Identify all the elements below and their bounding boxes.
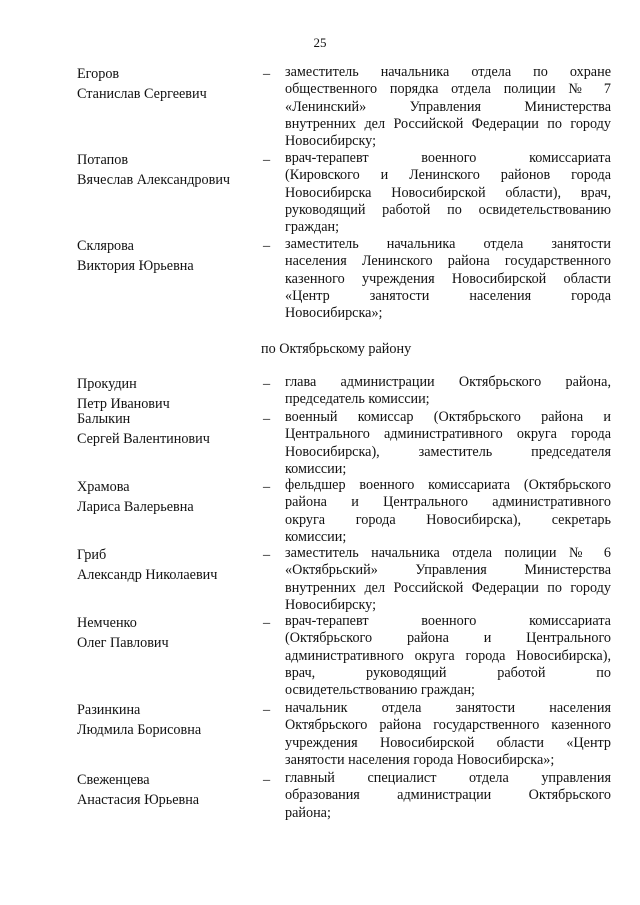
position-line: освидетельствованию граждан; [285,682,475,699]
position-line: врач-терапевт военного комиссариата [285,613,611,629]
member-position [285,477,611,546]
position-line: глава администрации Октябрьского района, [285,374,611,390]
member-name [77,545,257,585]
member-position [285,236,611,322]
member-position [285,374,611,409]
position-line: (Кировского и Ленинского районов города [285,167,611,184]
member-name [77,770,257,810]
member-name [77,236,257,276]
position-line: внутренних дел Российской Федерации по городу [285,579,611,596]
member-position [285,150,611,236]
position-line: комиссии; [285,528,347,545]
entry-dash: – [263,376,271,392]
position-line: Новосибирска»; [285,305,383,322]
position-line: административного округа города Новосибирска), [285,647,611,664]
position-line: врач, руководящий работой по [285,664,611,681]
position-line: комиссии; [285,460,347,477]
member-name [77,477,257,517]
member-surname: Разинкина [77,702,141,718]
member-surname: Балыкин [77,411,131,427]
member-given-names: Виктория Юрьевна [77,258,194,274]
position-line: занятости населения города Новосибирска»; [285,751,555,768]
entry-dash: – [263,152,271,168]
member-given-names: Александр Николаевич [77,567,218,583]
position-line: района; [285,804,331,821]
entry-dash: – [263,615,271,631]
position-line: Октябрьского района государственного казенного [285,717,611,734]
position-line: «Центр занятости населения города [285,287,611,304]
member-position [285,700,611,769]
position-line: врач-терапевт военного комиссариата [285,150,611,166]
member-position [285,409,611,478]
member-name [77,150,257,190]
position-line: заместитель начальника отдела по охране [285,64,611,80]
position-line: внутренних дел Российской Федерации по городу [285,115,611,132]
member-surname: Потапов [77,152,129,168]
member-given-names: Олег Павлович [77,635,169,651]
entry-dash: – [263,66,271,82]
member-given-names: Вячеслав Александрович [77,172,231,188]
position-line: казенного учреждения Новосибирской области [285,270,611,287]
entry-dash: – [263,772,271,788]
member-given-names: Петр Иванович [77,396,170,412]
position-line: Новосибирску; [285,596,377,613]
member-name [77,409,257,449]
entry-dash: – [263,238,271,254]
position-line: учреждения Новосибирской области «Центр [285,734,611,751]
position-line: заместитель начальника отдела занятости [285,236,611,252]
member-given-names: Анастасия Юрьевна [77,792,200,808]
position-line: Новосибирска), заместитель председателя [285,443,611,460]
member-surname: Свеженцева [77,772,150,788]
position-line: главный специалист отдела управления [285,770,611,786]
position-line: председатель комиссии; [285,391,430,408]
position-line: руководящий работой по освидетельствованию [285,201,611,218]
member-position [285,545,611,614]
member-position [285,770,611,822]
member-name [77,374,257,414]
member-given-names: Станислав Сергеевич [77,86,207,102]
position-line: населения Ленинского района государственного [285,253,611,270]
position-line: (Октябрьского района и Центрального [285,630,611,647]
position-line: Новосибирска Новосибирской области), врач, [285,184,611,201]
position-line: начальник отдела занятости населения [285,700,611,716]
position-line: Новосибирску; [285,133,377,150]
position-line: заместитель начальника отдела полиции № 6 [285,545,611,561]
page-number: 25 [313,35,327,50]
position-line: фельдшер военного комиссариата (Октябрьского [285,477,611,493]
member-name [77,700,257,740]
member-position [285,613,611,699]
position-line: района и Центрального административного [285,494,611,511]
member-given-names: Сергей Валентинович [77,431,210,447]
member-surname: Склярова [77,238,134,254]
member-given-names: Людмила Борисовна [77,722,202,738]
member-surname: Храмова [77,479,130,495]
section-heading: по Октябрьскому району [261,341,412,357]
position-line: Центрального административного округа города [285,426,611,443]
member-surname: Прокудин [77,376,137,392]
member-position [285,64,611,150]
entry-dash: – [263,411,271,427]
member-surname: Немченко [77,615,137,631]
member-surname: Гриб [77,547,107,563]
position-line: «Октябрьский» Управления Министерства [285,562,611,579]
position-line: общественного порядка отдела полиции № 7 [285,81,611,98]
member-name [77,64,257,104]
entry-dash: – [263,547,271,563]
position-line: образования администрации Октябрьского [285,787,611,804]
position-line: «Ленинский» Управления Министерства [285,98,611,115]
member-name [77,613,257,653]
entry-dash: – [263,479,271,495]
member-surname: Егоров [77,66,120,82]
entry-dash: – [263,702,271,718]
position-line: граждан; [285,219,340,236]
position-line: военный комиссар (Октябрьского района и [285,409,611,425]
position-line: округа города Новосибирска), секретарь [285,511,611,528]
member-given-names: Лариса Валерьевна [77,499,194,515]
